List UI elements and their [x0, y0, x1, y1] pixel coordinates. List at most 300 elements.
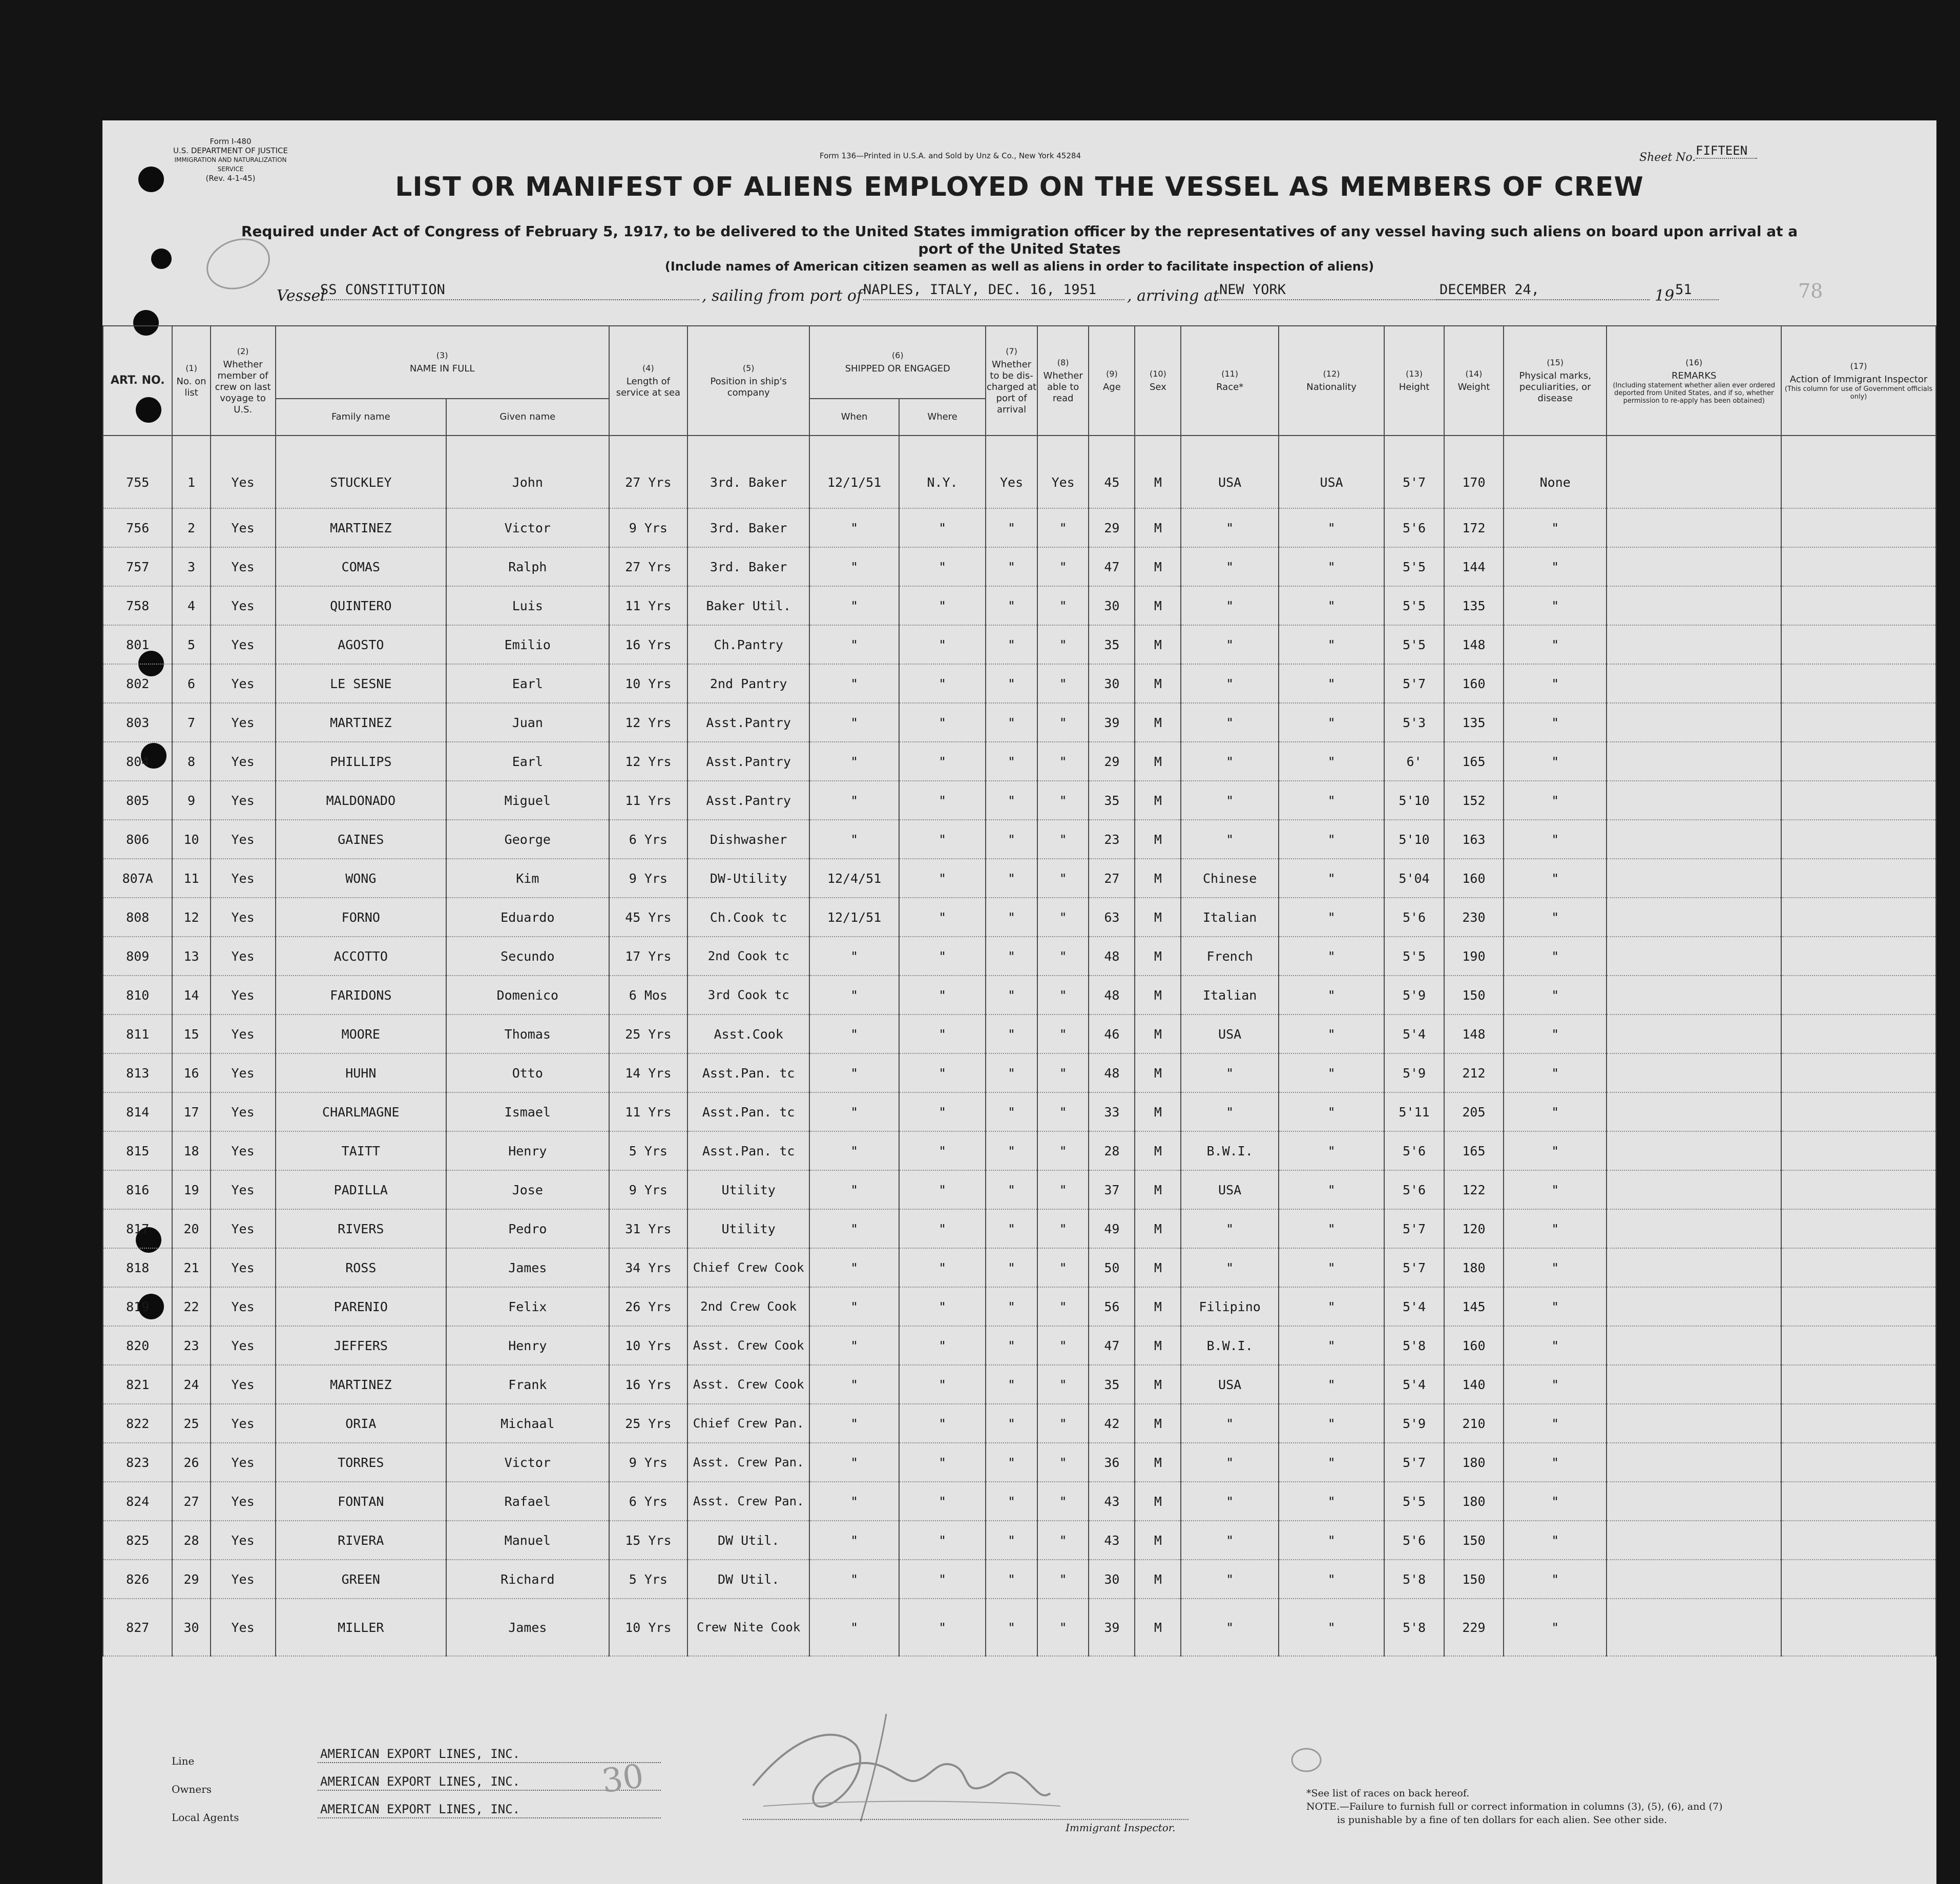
cell-prev: Yes — [211, 586, 276, 625]
col-6-header: (6) SHIPPED OR ENGAGED — [809, 326, 986, 399]
cell-marks: " — [1504, 1209, 1607, 1248]
cell-prev: Yes — [211, 1365, 276, 1404]
cell-nationality: " — [1279, 1092, 1384, 1131]
cell-discharged: " — [986, 1365, 1037, 1404]
cell-where: " — [899, 703, 986, 742]
cell-no: 18 — [172, 1131, 210, 1170]
cell-weight: 170 — [1444, 436, 1504, 508]
cell-sex: M — [1135, 1209, 1181, 1248]
cell-when: " — [809, 1170, 899, 1209]
cell-prev: Yes — [211, 508, 276, 547]
cell-sex: M — [1135, 1599, 1181, 1656]
cell-race: " — [1181, 1443, 1279, 1482]
col-art-header: ART. NO. — [103, 326, 172, 436]
cell-marks: " — [1504, 742, 1607, 781]
cell-weight: 205 — [1444, 1092, 1504, 1131]
cell-nationality: " — [1279, 586, 1384, 625]
cell-position: Utility — [687, 1209, 809, 1248]
cell-family: AGOSTO — [276, 625, 446, 664]
cell-weight: 160 — [1444, 664, 1504, 703]
cell-given: Thomas — [446, 1015, 609, 1053]
cell-family: RIVERS — [276, 1209, 446, 1248]
cell-read: " — [1037, 1521, 1089, 1560]
crew-rows — [103, 436, 1936, 1656]
cell-remarks — [1607, 898, 1781, 937]
cell-service: 16 Yrs — [609, 1365, 687, 1404]
cell-position: Asst.Cook — [687, 1015, 809, 1053]
cell-race: French — [1181, 937, 1279, 976]
table-row — [103, 1326, 1936, 1365]
cell-when: " — [809, 1015, 899, 1053]
cell-discharged: " — [986, 625, 1037, 664]
cell-race: " — [1181, 1404, 1279, 1443]
subtitle-line-3: (Include names of American citizen seamen as well as aliens in order to facilitate inspection of aliens) — [664, 259, 1374, 274]
table-row — [103, 742, 1936, 781]
cell-position: 3rd Cook tc — [687, 976, 809, 1015]
cell-inspector-action — [1781, 1015, 1936, 1053]
cell-art: 808 — [103, 898, 172, 937]
cell-family: RIVERA — [276, 1521, 446, 1560]
cell-given: John — [446, 436, 609, 508]
cell-service: 11 Yrs — [609, 586, 687, 625]
cell-remarks — [1607, 1521, 1781, 1560]
cell-art: 820 — [103, 1326, 172, 1365]
cell-read: " — [1037, 820, 1089, 859]
cell-no: 27 — [172, 1482, 210, 1521]
cell-marks: " — [1504, 1170, 1607, 1209]
cell-read: " — [1037, 586, 1089, 625]
cell-prev: Yes — [211, 1326, 276, 1365]
cell-when: " — [809, 1365, 899, 1404]
arriving-port: NEW YORK — [1219, 282, 1286, 298]
cell-nationality: " — [1279, 1248, 1384, 1287]
cell-nationality: " — [1279, 898, 1384, 937]
cell-marks: " — [1504, 1015, 1607, 1053]
cell-height: 5'7 — [1384, 664, 1444, 703]
vessel-name: SS CONSTITUTION — [320, 282, 445, 298]
cell-family: MALDONADO — [276, 781, 446, 820]
cell-height: 5'7 — [1384, 1248, 1444, 1287]
cell-no: 5 — [172, 625, 210, 664]
col-8-header: (8) Whether able to read — [1037, 326, 1089, 436]
cell-age: 33 — [1089, 1092, 1135, 1131]
cell-when: " — [809, 1404, 899, 1443]
cell-sex: M — [1135, 1521, 1181, 1560]
subtitle — [102, 223, 1936, 275]
cell-where: " — [899, 976, 986, 1015]
cell-discharged: " — [986, 1248, 1037, 1287]
cell-read: " — [1037, 1404, 1089, 1443]
cell-inspector-action — [1781, 1209, 1936, 1248]
cell-discharged: " — [986, 1287, 1037, 1326]
cell-position: Asst.Pantry — [687, 742, 809, 781]
cell-sex: M — [1135, 1170, 1181, 1209]
cell-art: 802 — [103, 664, 172, 703]
cell-weight: 140 — [1444, 1365, 1504, 1404]
cell-where: " — [899, 1326, 986, 1365]
cell-family: GAINES — [276, 820, 446, 859]
cell-art: 757 — [103, 547, 172, 586]
cell-age: 27 — [1089, 859, 1135, 898]
cell-marks: " — [1504, 781, 1607, 820]
cell-discharged: " — [986, 781, 1037, 820]
cell-height: 5'6 — [1384, 508, 1444, 547]
cell-read: " — [1037, 1599, 1089, 1656]
cell-height: 5'9 — [1384, 1404, 1444, 1443]
cell-art: 807A — [103, 859, 172, 898]
cell-prev: Yes — [211, 1131, 276, 1170]
cell-prev: Yes — [211, 703, 276, 742]
cell-read: " — [1037, 742, 1089, 781]
cell-service: 26 Yrs — [609, 1287, 687, 1326]
year-label: 19 — [1655, 287, 1675, 305]
cell-discharged: " — [986, 1521, 1037, 1560]
cell-read: " — [1037, 1209, 1089, 1248]
cell-remarks — [1607, 586, 1781, 625]
cell-nationality: " — [1279, 1015, 1384, 1053]
cell-prev: Yes — [211, 1560, 276, 1599]
arrival-date: DECEMBER 24, — [1440, 282, 1540, 298]
cell-when: " — [809, 1560, 899, 1599]
cell-when: " — [809, 664, 899, 703]
cell-no: 17 — [172, 1092, 210, 1131]
sailing-label: , sailing from port of — [702, 287, 863, 305]
cell-weight: 180 — [1444, 1482, 1504, 1521]
cell-nationality: " — [1279, 1287, 1384, 1326]
cell-height: 5'10 — [1384, 820, 1444, 859]
cell-marks: " — [1504, 664, 1607, 703]
cell-marks: None — [1504, 436, 1607, 508]
cell-height: 5'9 — [1384, 976, 1444, 1015]
cell-art: 823 — [103, 1443, 172, 1482]
cell-given: Jose — [446, 1170, 609, 1209]
cell-nationality: USA — [1279, 436, 1384, 508]
cell-prev: Yes — [211, 1599, 276, 1656]
cell-where: " — [899, 742, 986, 781]
cell-inspector-action — [1781, 1170, 1936, 1209]
cell-service: 5 Yrs — [609, 1131, 687, 1170]
cell-family: ROSS — [276, 1248, 446, 1287]
inspector-rule — [743, 1819, 1188, 1820]
cell-race: Filipino — [1181, 1287, 1279, 1326]
cell-weight: 120 — [1444, 1209, 1504, 1248]
cell-read: " — [1037, 781, 1089, 820]
cell-art: 818 — [103, 1248, 172, 1287]
cell-marks: " — [1504, 1560, 1607, 1599]
cell-discharged: " — [986, 1131, 1037, 1170]
col-4-header: (4) Length of service at sea — [609, 326, 687, 436]
cell-when: " — [809, 625, 899, 664]
crew-table — [102, 325, 1936, 1657]
cell-position: Asst.Pan. tc — [687, 1092, 809, 1131]
cell-family: LE SESNE — [276, 664, 446, 703]
cell-read: " — [1037, 1443, 1089, 1482]
cell-read: " — [1037, 1015, 1089, 1053]
cell-inspector-action — [1781, 1092, 1936, 1131]
cell-weight: 172 — [1444, 508, 1504, 547]
cell-sex: M — [1135, 937, 1181, 976]
cell-service: 12 Yrs — [609, 742, 687, 781]
cell-service: 14 Yrs — [609, 1053, 687, 1092]
cell-remarks — [1607, 1326, 1781, 1365]
cell-no: 1 — [172, 436, 210, 508]
cell-height: 5'5 — [1384, 586, 1444, 625]
sheet-label: Sheet No. — [1639, 151, 1696, 164]
cell-discharged: " — [986, 1053, 1037, 1092]
table-row — [103, 1404, 1936, 1443]
cell-sex: M — [1135, 1015, 1181, 1053]
cell-position: 3rd. Baker — [687, 547, 809, 586]
cell-sex: M — [1135, 820, 1181, 859]
cell-inspector-action — [1781, 547, 1936, 586]
printer-note: Form 136—Printed in U.S.A. and Sold by Unz & Co., New York 45284 — [820, 151, 1081, 160]
cell-age: 42 — [1089, 1404, 1135, 1443]
cell-weight: 160 — [1444, 859, 1504, 898]
cell-when: " — [809, 1092, 899, 1131]
footnote-penalty: NOTE.—Failure to furnish full or correct information in columns (3), (5), (6), and (7) — [1306, 1801, 1723, 1812]
cell-no: 3 — [172, 547, 210, 586]
cell-inspector-action — [1781, 820, 1936, 859]
cell-discharged: " — [986, 976, 1037, 1015]
cell-service: 12 Yrs — [609, 703, 687, 742]
cell-art: 809 — [103, 937, 172, 976]
cell-read: " — [1037, 547, 1089, 586]
cell-remarks — [1607, 976, 1781, 1015]
inspector-signature — [733, 1704, 1071, 1837]
cell-nationality: " — [1279, 937, 1384, 976]
cell-discharged: Yes — [986, 436, 1037, 508]
cell-race: " — [1181, 742, 1279, 781]
cell-read: " — [1037, 625, 1089, 664]
cell-sex: M — [1135, 1482, 1181, 1521]
cell-weight: 160 — [1444, 1326, 1504, 1365]
cell-remarks — [1607, 1482, 1781, 1521]
cell-service: 6 Mos — [609, 976, 687, 1015]
cell-marks: " — [1504, 703, 1607, 742]
arrival-year: 51 — [1675, 282, 1692, 298]
owners-value: AMERICAN EXPORT LINES, INC. — [320, 1774, 520, 1789]
cell-discharged: " — [986, 1209, 1037, 1248]
cell-where: " — [899, 1365, 986, 1404]
cell-marks: " — [1504, 1521, 1607, 1560]
cell-prev: Yes — [211, 898, 276, 937]
cell-nationality: " — [1279, 1170, 1384, 1209]
sailing-port: NAPLES, ITALY, DEC. 16, 1951 — [863, 282, 1097, 298]
cell-position: Ch.Cook tc — [687, 898, 809, 937]
cell-nationality: " — [1279, 1209, 1384, 1248]
cell-family: PHILLIPS — [276, 742, 446, 781]
cell-nationality: " — [1279, 820, 1384, 859]
cell-inspector-action — [1781, 1599, 1936, 1656]
cell-where: " — [899, 1248, 986, 1287]
cell-height: 5'11 — [1384, 1092, 1444, 1131]
cell-height: 6' — [1384, 742, 1444, 781]
cell-weight: 180 — [1444, 1443, 1504, 1482]
cell-where: N.Y. — [899, 436, 986, 508]
cell-given: Secundo — [446, 937, 609, 976]
cell-service: 5 Yrs — [609, 1560, 687, 1599]
cell-inspector-action — [1781, 508, 1936, 547]
cell-weight: 210 — [1444, 1404, 1504, 1443]
cell-remarks — [1607, 1092, 1781, 1131]
cell-given: Henry — [446, 1131, 609, 1170]
cell-race: USA — [1181, 1365, 1279, 1404]
cell-prev: Yes — [211, 820, 276, 859]
table-row — [103, 1015, 1936, 1053]
table-row — [103, 976, 1936, 1015]
cell-weight: 148 — [1444, 1015, 1504, 1053]
cell-age: 29 — [1089, 508, 1135, 547]
cell-remarks — [1607, 1131, 1781, 1170]
cell-service: 11 Yrs — [609, 781, 687, 820]
cell-given: Ralph — [446, 547, 609, 586]
cell-given: Manuel — [446, 1521, 609, 1560]
cell-given: Henry — [446, 1326, 609, 1365]
cell-art: 801 — [103, 625, 172, 664]
cell-position: Utility — [687, 1170, 809, 1209]
cell-height: 5'7 — [1384, 1443, 1444, 1482]
cell-no: 9 — [172, 781, 210, 820]
cell-nationality: " — [1279, 1560, 1384, 1599]
inspector-label: Immigrant Inspector. — [1066, 1821, 1176, 1834]
cell-given: Luis — [446, 586, 609, 625]
cell-position: Asst. Crew Pan. — [687, 1482, 809, 1521]
cell-race: " — [1181, 1599, 1279, 1656]
cell-no: 22 — [172, 1287, 210, 1326]
cell-service: 34 Yrs — [609, 1248, 687, 1287]
cell-age: 47 — [1089, 1326, 1135, 1365]
cell-no: 26 — [172, 1443, 210, 1482]
vessel-rule — [320, 299, 699, 300]
col-3a-header: Family name — [276, 399, 446, 436]
cell-race: " — [1181, 1209, 1279, 1248]
cell-sex: M — [1135, 1053, 1181, 1092]
cell-discharged: " — [986, 820, 1037, 859]
cell-service: 10 Yrs — [609, 1599, 687, 1656]
cell-sex: M — [1135, 1365, 1181, 1404]
cell-when: " — [809, 781, 899, 820]
cell-art: 822 — [103, 1404, 172, 1443]
cell-where: " — [899, 586, 986, 625]
cell-prev: Yes — [211, 1170, 276, 1209]
cell-art: 803 — [103, 703, 172, 742]
cell-marks: " — [1504, 976, 1607, 1015]
cell-prev: Yes — [211, 625, 276, 664]
col-10-header: (10) Sex — [1135, 326, 1181, 436]
cell-where: " — [899, 508, 986, 547]
cell-weight: 150 — [1444, 976, 1504, 1015]
cell-sex: M — [1135, 859, 1181, 898]
cell-marks: " — [1504, 898, 1607, 937]
cell-family: QUINTERO — [276, 586, 446, 625]
cell-age: 56 — [1089, 1287, 1135, 1326]
cell-discharged: " — [986, 1404, 1037, 1443]
cell-age: 35 — [1089, 781, 1135, 820]
cell-given: Rafael — [446, 1482, 609, 1521]
cell-no: 2 — [172, 508, 210, 547]
cell-discharged: " — [986, 898, 1037, 937]
cell-where: " — [899, 1053, 986, 1092]
cell-nationality: " — [1279, 1482, 1384, 1521]
table-row — [103, 1170, 1936, 1209]
cell-prev: Yes — [211, 547, 276, 586]
cell-marks: " — [1504, 508, 1607, 547]
cell-no: 25 — [172, 1404, 210, 1443]
cell-prev: Yes — [211, 1092, 276, 1131]
cell-given: Ismael — [446, 1092, 609, 1131]
cell-inspector-action — [1781, 859, 1936, 898]
col-14-header: (14) Weight — [1444, 326, 1504, 436]
col-3-header: (3) NAME IN FULL — [276, 326, 609, 399]
cell-art: 804 — [103, 742, 172, 781]
cell-art: 755 — [103, 436, 172, 508]
cell-when: " — [809, 937, 899, 976]
cell-sex: M — [1135, 1404, 1181, 1443]
cell-given: James — [446, 1599, 609, 1656]
cell-given: Pedro — [446, 1209, 609, 1248]
cell-no: 28 — [172, 1521, 210, 1560]
cell-remarks — [1607, 1209, 1781, 1248]
cell-height: 5'6 — [1384, 1131, 1444, 1170]
table-row — [103, 1560, 1936, 1599]
cell-where: " — [899, 547, 986, 586]
handwritten-circle — [1286, 1740, 1327, 1781]
cell-race: USA — [1181, 1015, 1279, 1053]
corner-number: 78 — [1798, 280, 1823, 302]
cell-where: " — [899, 1482, 986, 1521]
arriving-label: , arriving at — [1127, 287, 1219, 305]
cell-art: 810 — [103, 976, 172, 1015]
cell-position: Asst. Crew Cook — [687, 1365, 809, 1404]
cell-read: " — [1037, 1131, 1089, 1170]
cell-inspector-action — [1781, 586, 1936, 625]
cell-family: JEFFERS — [276, 1326, 446, 1365]
cell-weight: 135 — [1444, 703, 1504, 742]
cell-weight: 148 — [1444, 625, 1504, 664]
cell-position: DW Util. — [687, 1560, 809, 1599]
cell-inspector-action — [1781, 664, 1936, 703]
cell-marks: " — [1504, 1482, 1607, 1521]
cell-where: " — [899, 1599, 986, 1656]
cell-nationality: " — [1279, 1443, 1384, 1482]
cell-where: " — [899, 1443, 986, 1482]
cell-nationality: " — [1279, 859, 1384, 898]
cell-remarks — [1607, 1015, 1781, 1053]
cell-inspector-action — [1781, 1287, 1936, 1326]
cell-prev: Yes — [211, 1015, 276, 1053]
cell-prev: Yes — [211, 1287, 276, 1326]
cell-read: Yes — [1037, 436, 1089, 508]
cell-when: " — [809, 1209, 899, 1248]
cell-position: Crew Nite Cook — [687, 1599, 809, 1656]
cell-art: 824 — [103, 1482, 172, 1521]
cell-read: " — [1037, 1326, 1089, 1365]
cell-service: 27 Yrs — [609, 547, 687, 586]
cell-height: 5'4 — [1384, 1287, 1444, 1326]
cell-age: 37 — [1089, 1170, 1135, 1209]
cell-no: 4 — [172, 586, 210, 625]
cell-family: ACCOTTO — [276, 937, 446, 976]
cell-age: 49 — [1089, 1209, 1135, 1248]
cell-nationality: " — [1279, 664, 1384, 703]
cell-service: 6 Yrs — [609, 1482, 687, 1521]
cell-given: Domenico — [446, 976, 609, 1015]
sheet-number: FIFTEEN — [1696, 143, 1757, 159]
cell-sex: M — [1135, 1287, 1181, 1326]
cell-height: 5'8 — [1384, 1599, 1444, 1656]
cell-weight: 145 — [1444, 1287, 1504, 1326]
cell-position: Baker Util. — [687, 586, 809, 625]
